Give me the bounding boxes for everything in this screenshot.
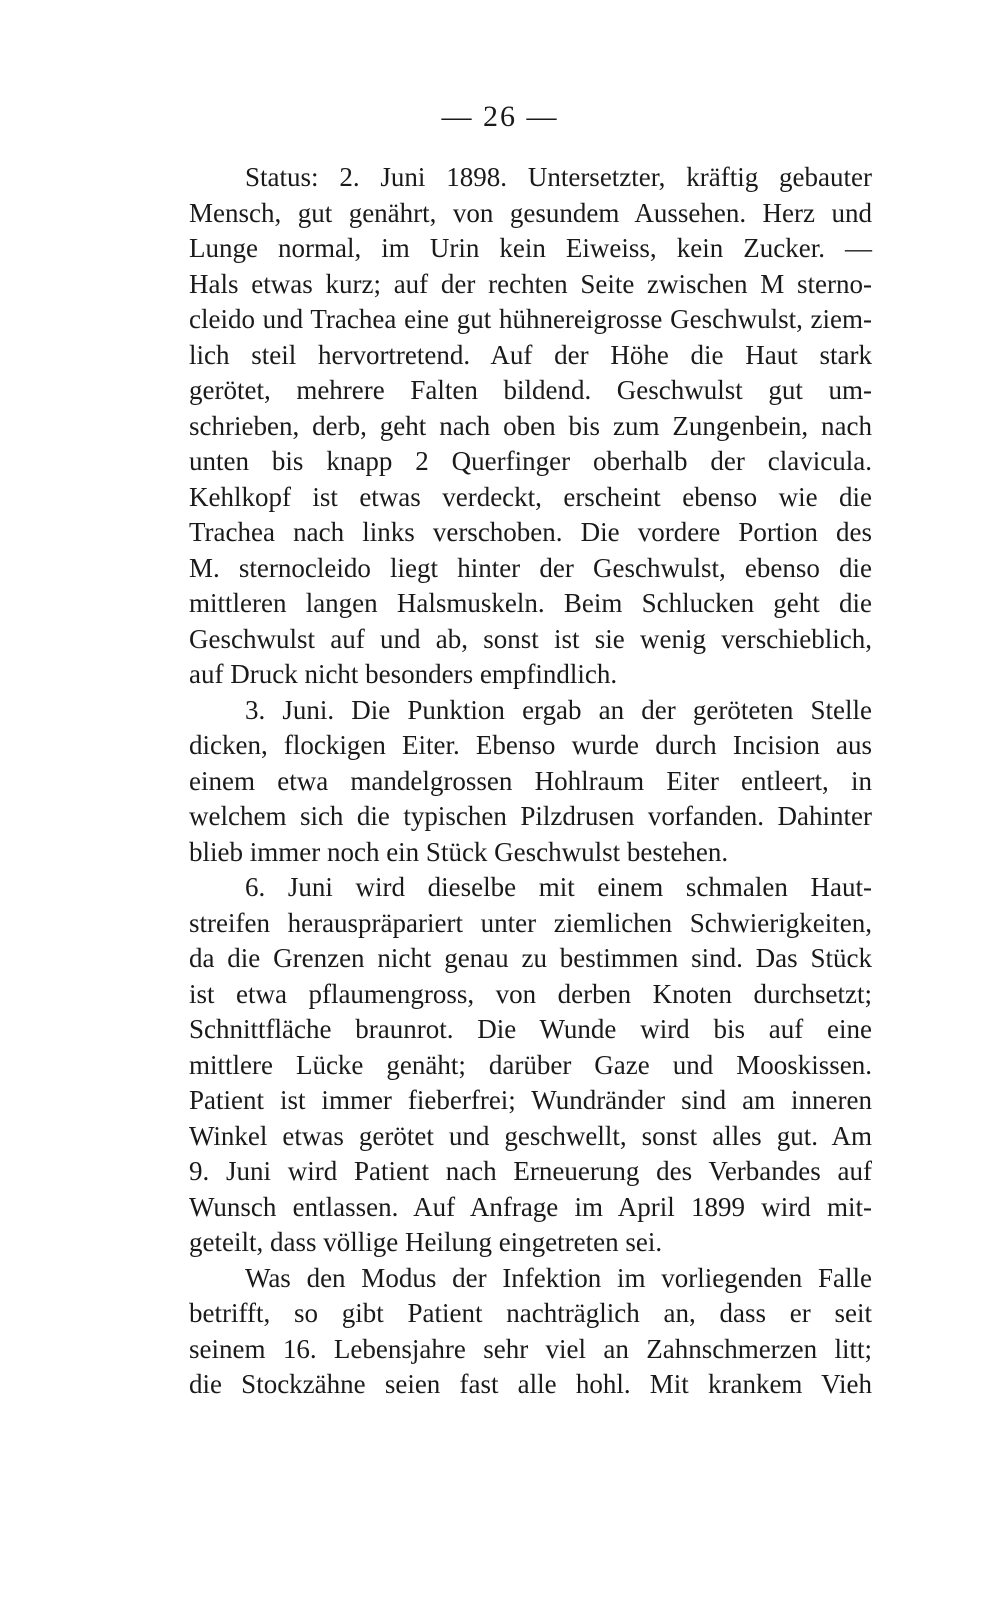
text-line: unten bis knapp 2 Querfinger oberhalb der clavicula. [189, 446, 872, 476]
text-line: seinem 16. Lebensjahre sehr viel an Zahnschmerzen litt; [189, 1333, 872, 1364]
text-line: einem etwa mandelgrossen Hohlraum Eiter entleert, in [189, 765, 872, 796]
text-line: cleido und Trachea eine gut hühnereigrosse Geschwulst, ziem- [189, 304, 872, 334]
text-line: auf Druck nicht besonders empfindlich. [189, 659, 618, 689]
text-line: betrifft, so gibt Patient nachträglich an, dass er seit [189, 1298, 872, 1328]
text-line: Patient ist immer fieberfrei; Wundränder sind am inneren [189, 1085, 872, 1115]
page-number: — 26 — [441, 100, 559, 133]
text-line: gerötet, mehrere Falten bildend. Geschwulst gut um- [189, 375, 872, 405]
text-line: Winkel etwas gerötet und geschwellt, sonst alles gut. Am [189, 1120, 872, 1151]
text-line: Was den Modus der Infektion im vorliegenden Falle [245, 1262, 872, 1293]
text-line: Status: 2. Juni 1898. Untersetzter, kräftig gebauter [245, 162, 872, 192]
text-line: mittlere Lücke genäht; darüber Gaze und Mooskissen. [189, 1049, 872, 1080]
text-line: M. sternocleido liegt hinter der Geschwulst, ebenso die [189, 552, 872, 583]
text-line: die Stockzähne seien fast alle hohl. Mit krankem Vieh [189, 1369, 872, 1399]
text-line: geteilt, dass völlige Heilung eingetreten sei. [189, 1227, 663, 1257]
text-line: Mensch, gut genährt, von gesundem Aussehen. Herz und [189, 197, 872, 228]
text-line: da die Grenzen nicht genau zu bestimmen sind. Das Stück [189, 943, 872, 973]
text-line: blieb immer noch ein Stück Geschwulst bestehen. [189, 836, 729, 867]
body-text [189, 160, 872, 1403]
text-line: Trachea nach links verschoben. Die vordere Portion des [189, 517, 872, 547]
text-line: streifen herauspräpariert unter ziemlichen Schwierigkeiten, [189, 907, 872, 938]
text-line: Geschwulst auf und ab, sonst ist sie wenig verschieblich, [189, 623, 872, 654]
text-line: Schnittfläche braunrot. Die Wunde wird bis auf eine [189, 1014, 872, 1044]
text-line: 6. Juni wird dieselbe mit einem schmalen Haut- [245, 872, 872, 902]
text-line: Lunge normal, im Urin kein Eiweiss, kein Zucker. — [189, 233, 872, 263]
text-line: dicken, flockigen Eiter. Ebenso wurde durch Incision aus [189, 730, 872, 760]
text-line: 9. Juni wird Patient nach Erneuerung des Verbandes auf [189, 1156, 872, 1186]
text-line: Wunsch entlassen. Auf Anfrage im April 1899 wird mit- [189, 1191, 872, 1222]
text-line: ist etwa pflaumengross, von derben Knoten durchsetzt; [189, 978, 872, 1009]
text-line: mittleren langen Halsmuskeln. Beim Schlucken geht die [189, 588, 872, 618]
text-line: Hals etwas kurz; auf der rechten Seite zwischen M sterno- [189, 268, 872, 299]
text-line: schrieben, derb, geht nach oben bis zum Zungenbein, nach [189, 410, 872, 441]
text-line: Kehlkopf ist etwas verdeckt, erscheint ebenso wie die [189, 481, 872, 512]
text-line: welchem sich die typischen Pilzdrusen vorfanden. Dahinter [189, 801, 872, 831]
text-line: 3. Juni. Die Punktion ergab an der geröteten Stelle [245, 694, 872, 725]
text-line: lich steil hervortretend. Auf der Höhe die Haut stark [189, 339, 872, 370]
